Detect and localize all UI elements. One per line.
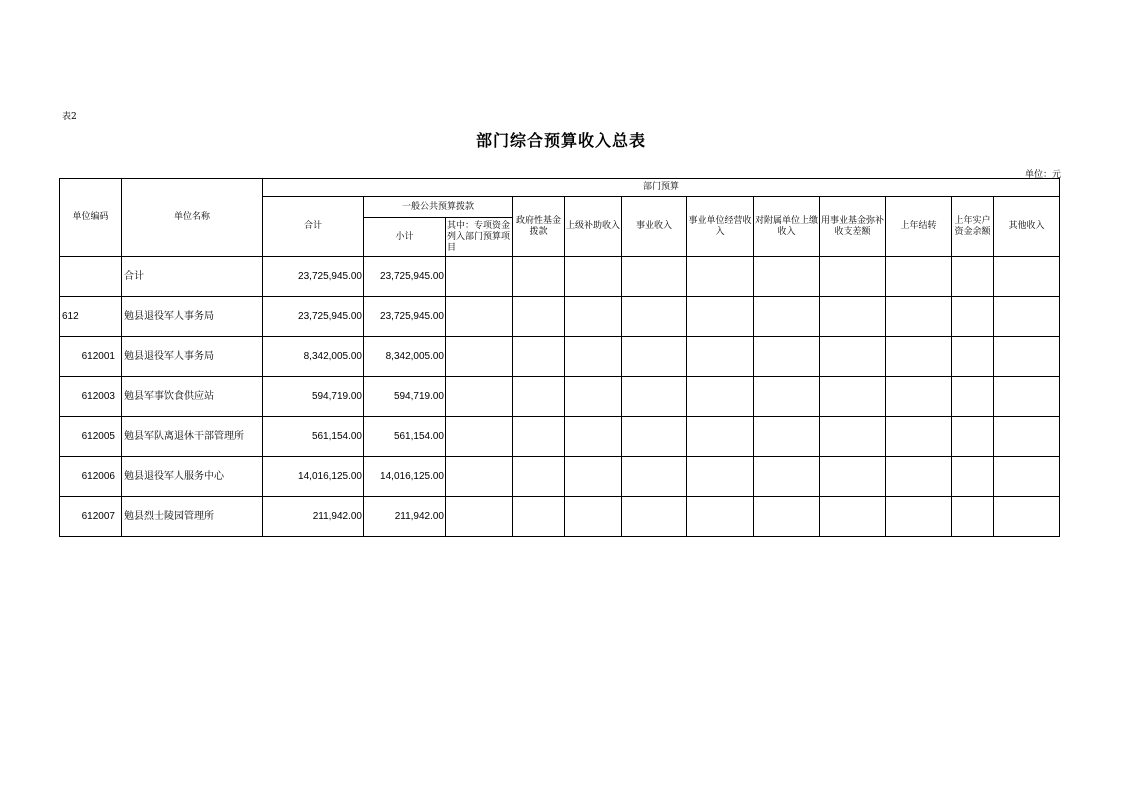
cell-empty — [754, 457, 820, 497]
cell-empty — [622, 377, 687, 417]
cell-empty — [952, 457, 994, 497]
cell-empty — [820, 497, 886, 537]
table-row — [60, 417, 1060, 457]
cell-subtotal: 594,719.00 — [364, 377, 446, 417]
cell-empty — [820, 377, 886, 417]
cell-total: 8,342,005.00 — [263, 337, 364, 377]
cell-empty — [886, 457, 952, 497]
cell-empty — [622, 297, 687, 337]
cell-empty — [754, 497, 820, 537]
table-row — [60, 297, 1060, 337]
cell-empty — [754, 377, 820, 417]
cell-name: 勉县烈士陵园管理所 — [122, 497, 263, 537]
cell-empty — [565, 457, 622, 497]
cell-empty — [994, 457, 1060, 497]
cell-empty — [994, 337, 1060, 377]
header-gov-fund: 政府性基金拨款 — [513, 197, 565, 257]
header-general-public: 一般公共预算拨款 — [364, 197, 513, 218]
cell-total: 23,725,945.00 — [263, 297, 364, 337]
cell-subtotal: 23,725,945.00 — [364, 257, 446, 297]
cell-name: 勉县军队离退休干部管理所 — [122, 417, 263, 457]
cell-empty — [687, 497, 754, 537]
cell-code: 612005 — [60, 417, 122, 457]
cell-empty — [952, 257, 994, 297]
cell-empty — [886, 297, 952, 337]
cell-empty — [513, 497, 565, 537]
table-number: 表2 — [62, 112, 77, 122]
cell-empty — [513, 457, 565, 497]
cell-code: 612 — [60, 297, 122, 337]
cell-empty — [687, 417, 754, 457]
cell-empty — [622, 417, 687, 457]
header-code: 单位编码 — [60, 179, 122, 257]
header-dept-budget: 部门预算 — [263, 179, 1060, 197]
cell-empty — [446, 337, 513, 377]
cell-total: 561,154.00 — [263, 417, 364, 457]
header-career-operation: 事业单位经营收入 — [687, 197, 754, 257]
cell-empty — [820, 257, 886, 297]
header-subtotal: 小计 — [364, 218, 446, 257]
cell-empty — [446, 457, 513, 497]
cell-empty — [952, 377, 994, 417]
cell-empty — [754, 297, 820, 337]
cell-name: 勉县退役军人事务局 — [122, 297, 263, 337]
cell-subtotal: 23,725,945.00 — [364, 297, 446, 337]
cell-name: 合计 — [122, 257, 263, 297]
cell-empty — [687, 457, 754, 497]
cell-name: 勉县军事饮食供应站 — [122, 377, 263, 417]
cell-empty — [952, 497, 994, 537]
cell-subtotal: 211,942.00 — [364, 497, 446, 537]
cell-empty — [446, 417, 513, 457]
cell-empty — [565, 337, 622, 377]
cell-code: 612003 — [60, 377, 122, 417]
header-career-fund-cover: 用事业基金弥补收支差额 — [820, 197, 886, 257]
cell-subtotal: 561,154.00 — [364, 417, 446, 457]
cell-empty — [513, 257, 565, 297]
header-name: 单位名称 — [122, 179, 263, 257]
cell-empty — [754, 337, 820, 377]
cell-empty — [622, 497, 687, 537]
cell-total: 14,016,125.00 — [263, 457, 364, 497]
cell-empty — [886, 417, 952, 457]
unit-label: 单位：元 — [1024, 170, 1061, 180]
table-row — [60, 257, 1060, 297]
cell-code: 612001 — [60, 337, 122, 377]
cell-empty — [820, 337, 886, 377]
table-body — [60, 257, 1060, 537]
cell-empty — [446, 297, 513, 337]
cell-empty — [513, 417, 565, 457]
cell-empty — [886, 497, 952, 537]
cell-code: 612007 — [60, 497, 122, 537]
cell-empty — [952, 297, 994, 337]
cell-subtotal: 14,016,125.00 — [364, 457, 446, 497]
cell-empty — [687, 297, 754, 337]
cell-empty — [820, 297, 886, 337]
header-last-year-balance: 上年实户资金余额 — [952, 197, 994, 257]
table-row — [60, 377, 1060, 417]
cell-empty — [994, 257, 1060, 297]
cell-empty — [687, 337, 754, 377]
cell-empty — [513, 377, 565, 417]
cell-empty — [886, 377, 952, 417]
header-upper-subsidy: 上级补助收入 — [565, 197, 622, 257]
cell-empty — [820, 457, 886, 497]
cell-name: 勉县退役军人服务中心 — [122, 457, 263, 497]
cell-empty — [513, 297, 565, 337]
cell-empty — [952, 337, 994, 377]
budget-table — [59, 178, 1060, 537]
cell-empty — [446, 497, 513, 537]
cell-empty — [565, 257, 622, 297]
table-row — [60, 457, 1060, 497]
cell-empty — [565, 497, 622, 537]
cell-subtotal: 8,342,005.00 — [364, 337, 446, 377]
header-special-funds: 其中：专项资金列入部门预算项目 — [446, 218, 513, 257]
table-row — [60, 497, 1060, 537]
cell-empty — [687, 377, 754, 417]
header-last-year-carryover: 上年结转 — [886, 197, 952, 257]
cell-empty — [622, 257, 687, 297]
header-career-income: 事业收入 — [622, 197, 687, 257]
cell-total: 23,725,945.00 — [263, 257, 364, 297]
cell-empty — [952, 417, 994, 457]
cell-total: 211,942.00 — [263, 497, 364, 537]
cell-empty — [622, 337, 687, 377]
table-row — [60, 337, 1060, 377]
cell-name: 勉县退役军人事务局 — [122, 337, 263, 377]
cell-empty — [622, 457, 687, 497]
cell-code — [60, 257, 122, 297]
cell-empty — [994, 417, 1060, 457]
cell-empty — [687, 257, 754, 297]
cell-empty — [446, 377, 513, 417]
cell-total: 594,719.00 — [263, 377, 364, 417]
cell-empty — [820, 417, 886, 457]
cell-empty — [565, 297, 622, 337]
cell-empty — [513, 337, 565, 377]
cell-empty — [994, 297, 1060, 337]
cell-empty — [565, 377, 622, 417]
cell-empty — [754, 417, 820, 457]
cell-empty — [446, 257, 513, 297]
cell-empty — [886, 337, 952, 377]
header-total: 合计 — [263, 197, 364, 257]
header-other-income: 其他收入 — [994, 197, 1060, 257]
page-title: 部门综合预算收入总表 — [475, 131, 646, 150]
cell-empty — [565, 417, 622, 457]
cell-empty — [994, 377, 1060, 417]
cell-empty — [994, 497, 1060, 537]
header-affiliated-payment: 对附属单位上缴收入 — [754, 197, 820, 257]
cell-code: 612006 — [60, 457, 122, 497]
cell-empty — [886, 257, 952, 297]
cell-empty — [754, 257, 820, 297]
